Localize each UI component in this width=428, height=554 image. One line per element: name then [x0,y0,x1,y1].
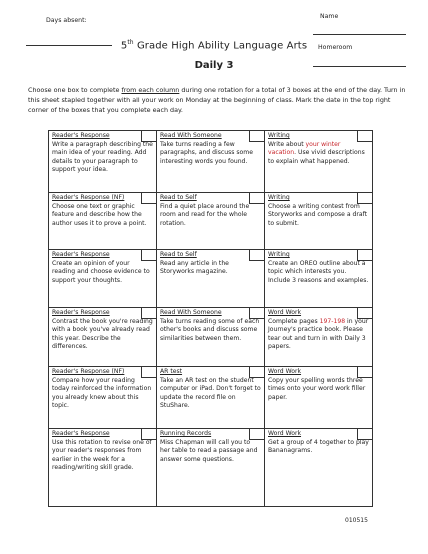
homeroom-label: Homeroom [318,44,353,51]
activity-title: Reader's Response [52,430,110,437]
date-box[interactable] [141,367,156,378]
activity-cell[interactable] [265,193,373,250]
page-title [0,39,428,51]
grid-row [49,308,373,367]
activity-title: Read With Someone [160,309,222,316]
date-box[interactable] [357,250,372,261]
instructions-part1: Choose one box to complete [28,86,122,94]
activity-title: Reader's Response [52,251,110,258]
activity-title: Reader's Response [52,309,110,316]
title-grade: 5 [120,40,128,52]
activity-cell[interactable] [157,250,265,308]
grid-row [49,367,373,429]
activity-title: Read to Self [160,194,197,201]
activity-body: Take turns reading some of each other's books and discuss some similarities between them. [160,317,260,342]
date-box[interactable] [141,250,156,261]
activity-cell[interactable] [157,367,265,429]
activity-body: Find a quiet place around the room and read for the whole rotation. [160,202,250,227]
activity-body: Use this rotation to revise one of your reader's responses from earlier in the week for a reading/writing skill grade. [52,438,152,472]
activity-title: Writing [268,251,290,258]
date-box[interactable] [357,429,372,440]
date-box[interactable] [357,308,372,319]
activity-body-pre: Complete pages [268,317,320,325]
activity-title: Word Work [268,368,302,375]
activity-cell[interactable] [49,429,157,507]
date-box[interactable] [141,308,156,319]
activity-body: Create an OREO outline about a topic which interests you. Include 3 reasons and examples. [268,259,369,284]
date-box[interactable] [357,367,372,378]
name-line[interactable] [313,34,406,35]
activity-body: Take an AR test on the student computer or iPad. Don't forget to update the record file on StuShare. [160,376,261,410]
grid-row [49,250,373,308]
document-code: 010515 [345,517,368,524]
activity-body: Contrast the book you're reading with a book you've already read this year. Describe the differences. [52,317,153,351]
title-rest: Grade High Ability Language Arts [133,40,308,52]
name-label: Name [320,13,339,20]
activity-cell[interactable] [49,308,157,367]
activity-body-post: in your Journey's practice book. Please tear out and turn in with Daily 3 papers. [268,317,369,351]
activity-cell[interactable] [265,429,373,507]
date-box[interactable] [249,429,264,440]
activity-cell[interactable] [157,429,265,507]
instructions-underlined: from each column [121,86,180,94]
date-box[interactable] [357,193,372,204]
activity-title: Reader's Response (NF) [52,368,125,375]
activity-body: Write a paragraph describing the main idea of your reading. Add details to your paragraph to support your idea. [52,140,153,174]
activity-body-highlight: 197-198 [319,317,346,325]
activity-body: Take turns reading a few paragraphs, and discuss some interesting words you found. [160,140,253,165]
activity-cell[interactable] [157,308,265,367]
activity-body: Choose one text or graphic feature and describe how the author uses it to prove a point. [52,202,147,227]
activity-title: AR test [160,368,183,375]
activity-cell[interactable] [49,367,157,429]
date-box[interactable] [357,131,372,142]
grid-row [49,429,373,507]
activity-body: Get a group of 4 together to play Bananagrams. [268,438,369,455]
grid-row [49,193,373,250]
activity-body: Copy your spelling words three times onto your word work filler paper. [268,376,366,401]
instructions [28,85,406,116]
activity-title: Writing [268,194,290,201]
activity-cell[interactable] [265,131,373,193]
date-box[interactable] [141,131,156,142]
activity-body-highlight: your winter vacation [268,140,341,157]
activity-body: Compare how your reading today reinforced the information you already knew about this topic. [52,376,152,410]
activity-body: Choose a writing contest from Storyworks and compose a draft to submit. [268,202,368,227]
activity-title: Writing [268,132,290,139]
activity-title: Read to Self [160,251,197,258]
date-box[interactable] [141,193,156,204]
activity-title: Word Work [268,430,302,437]
date-box[interactable] [249,367,264,378]
activity-title: Read With Someone [160,132,222,139]
date-box[interactable] [249,131,264,142]
activity-title: Running Records [160,430,212,437]
activity-body: Read any article in the Storyworks magazine. [160,259,229,276]
date-box[interactable] [141,429,156,440]
activity-cell[interactable] [49,131,157,193]
date-box[interactable] [249,250,264,261]
days-absent-label: Days absent: [46,17,87,24]
activity-body: Create an opinion of your reading and choose evidence to support your thoughts. [52,259,150,284]
date-box[interactable] [249,308,264,319]
date-box[interactable] [249,193,264,204]
activity-title: Reader's Response [52,132,110,139]
activity-cell[interactable] [49,250,157,308]
activity-cell[interactable] [265,367,373,429]
activity-title: Word Work [268,309,302,316]
activity-cell[interactable] [157,131,265,193]
activity-grid [48,130,373,507]
activity-body-post: . Use vivid descriptions to explain what happened. [268,149,365,165]
activity-title: Reader's Response (NF) [52,194,125,201]
instructions-part2: during one rotation for a total of 3 boxes at the end of the day. Turn in this sheet stapled together with all your work on Monday at the beginning of class. Mark the date in the top right corner of the boxes that you complete each day. [28,86,406,115]
activity-body-pre: Write about [268,140,306,148]
activity-cell[interactable] [265,308,373,367]
title-sup: th [127,39,134,46]
page-subtitle: Daily 3 [194,60,234,71]
activity-cell[interactable] [49,193,157,250]
activity-cell[interactable] [265,250,373,308]
activity-body: Miss Chapman will call you to her table to read a passage and answer some questions. [160,438,258,463]
grid-row [49,131,373,193]
activity-cell[interactable] [157,193,265,250]
